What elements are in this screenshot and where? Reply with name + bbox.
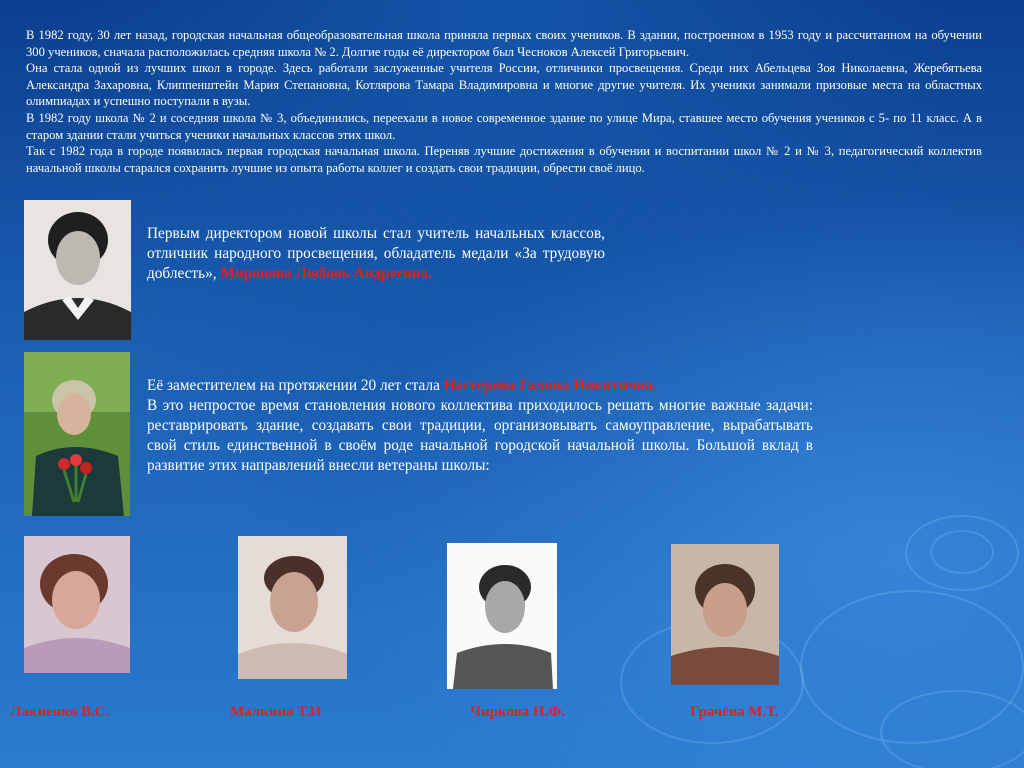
director-text bbox=[147, 224, 605, 284]
intro-paragraph: Она стала одной из лучших школ в городе. Здесь работали заслуженные учителя России, отличники просвещения. Среди них Абельцева Зоя Николаевна, Жеребятьева Александра Захаровна, Клиппенштейн Мария Степановна, Котлярова Тамара Владимировна и многие другие учителя. Их ученики занимали призовые места на областных олимпиадах и успешно поступали в вузы. bbox=[26, 61, 982, 109]
veteran-caption: Чиркова Н.Ф. bbox=[470, 704, 565, 720]
ripple-decoration bbox=[905, 515, 1019, 591]
deputy-intro: Её заместителем на протяжении 20 лет стала bbox=[147, 377, 444, 394]
director-description: Первым директором новой школы стал учитель начальных классов, отличник народного просвещения, обладатель медали «За трудовую доблесть», bbox=[147, 225, 605, 282]
deputy-paragraph: В это непростое время становления нового коллектива приходилось решать многие важные задачи: реставрировать здание, создавать свои традиции, организовывать самоуправление, вырабатывать свой стиль единственной в своём роде начальной городской начальной школы. Большой вклад в развитие этих направлений внесли ветераны школы: bbox=[147, 397, 813, 474]
intro-paragraph: В 1982 году, 30 лет назад, городская начальная общеобразовательная школа приняла первых своих учеников. В здании, построенном в 1953 году и рассчитанном на обучении 300 учеников, сначала расположилась средняя школа № 2. Долгие годы её директором был Чесноков Алексей Григорьевич. bbox=[26, 28, 982, 59]
veteran-photo bbox=[24, 536, 130, 673]
intro-paragraph: В 1982 году школа № 2 и соседняя школа № 3, объединились, переехали в новое современное здание по улице Мира, ставшее место обучения учеников с 5- по 11 класс. А в старом здании стали учиться ученики начальных классов этих школ. bbox=[26, 110, 982, 142]
director-photo bbox=[24, 200, 131, 340]
intro-text bbox=[26, 27, 982, 176]
veteran-photo bbox=[447, 543, 557, 689]
veteran-caption: Лакиенко В.С. bbox=[10, 704, 110, 720]
veteran-caption: Грачёва М.Т. bbox=[690, 704, 779, 720]
director-name: Миронова Любовь Андреевна. bbox=[220, 265, 432, 282]
deputy-photo bbox=[24, 352, 130, 516]
veteran-photo bbox=[238, 536, 347, 679]
ripple-decoration bbox=[880, 690, 1024, 768]
veteran-photo bbox=[671, 544, 779, 685]
deputy-name: Нестерова Галина Никитична. bbox=[443, 377, 657, 394]
deputy-text bbox=[147, 376, 813, 476]
intro-paragraph: Так с 1982 года в городе появилась первая городская начальная школа. Переняв лучшие достижения в обучении и воспитании школ № 2 и № 3, педагогический коллектив начальной школы старался сохранить лучшие из опыта работы коллег и создать свои традиции, обрести своё лицо. bbox=[26, 144, 982, 175]
veteran-caption: Малкина Т.И bbox=[230, 704, 322, 720]
